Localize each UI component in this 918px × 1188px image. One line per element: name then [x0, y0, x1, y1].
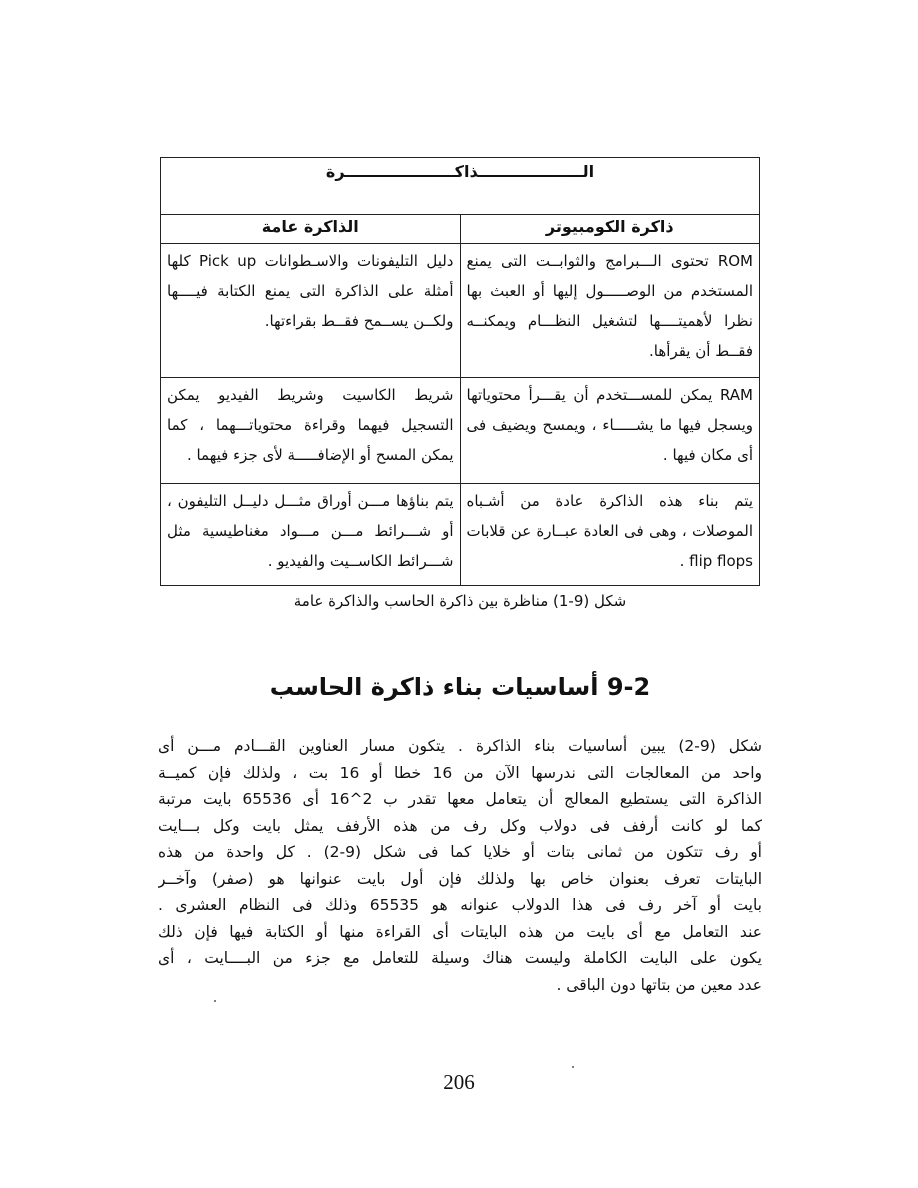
cell-general-ram: شريط الكاسيت وشريط الفيديو يمكن التسجيل فيهما وقراءة محتوياتـــهما ، كما يمكن المسح أو الإضافـــــة لأى جزء فيهما .: [161, 378, 461, 484]
table-row: [161, 378, 760, 484]
column-header-computer: ذاكرة الكومبيوتر: [460, 215, 760, 244]
cell-general-build: يتم بناؤها مـــن أوراق مثـــل دليــل التليفون ، أو شـــرائط مـــن مـــواد مغناطيسية مثل شـــرائط الكاســيت والفيديو .: [161, 484, 461, 586]
figure-caption: شكل (9-1) مناظرة بين ذاكرة الحاسب والذاكرة عامة: [293, 592, 627, 610]
table-title-row: [161, 158, 760, 215]
body-line: عدد معين من بتاتها دون الباقى .: [556, 975, 762, 994]
scan-speck: [214, 1000, 216, 1002]
table-row: [161, 244, 760, 378]
body-line: شكل (9-2) يبين أساسيات بناء الذاكرة . يتكون مسار العناوين القـــادم مـــن أى: [158, 737, 762, 755]
body-line: كما لو كانت أرفف فى دولاب وكل رف من هذه الأرفف يمثل بايت وكل بـــايت: [158, 816, 762, 835]
table-title: الـــــــــــــــــــذاكــــــــــــــــــــرة: [161, 158, 760, 215]
body-line: واحد من المعالجات التى ندرسها الآن من 16 خطا أو 16 بت ، ولذلك فإن كميــة: [158, 763, 762, 782]
scan-speck: [572, 1066, 574, 1068]
cell-general-rom: دليل التليفونات والاسـطوانات Pick up كلها أمثلة على الذاكرة التى يمنع الكتابة فيــــها ولكــن يســمح فقــط بقراءتها.: [161, 244, 461, 378]
body-line: أو رف تتكون من ثمانى بتات أو خلايا كما فى شكل (9-2) . كل واحدة من هذه: [158, 843, 762, 861]
cell-computer-build: يتم بناء هذه الذاكرة عادة من أشـباه الموصلات ، وهى فى العادة عبــارة عن قلابات flip flops .: [460, 484, 760, 586]
page-number: 206: [443, 1070, 475, 1094]
body-line: عند التعامل مع أى بايت من هذه البايتات أى القراءة منها أو الكتابة فيها فإن ذلك: [158, 922, 762, 941]
body-line: يكون على البايت الكاملة وليست هناك وسيلة للتعامل مع جزء من البــــايت ، أى: [158, 949, 762, 967]
table-header-row: [161, 215, 760, 244]
table-row: [161, 484, 760, 586]
body-paragraph: [158, 733, 762, 998]
cell-computer-rom: ROM تحتوى الـــبرامج والثوابــت التى يمنع المستخدم من الوصـــــول إليها أو العبث بها نظرا لأهميتــــها لتشغيل النظـــام ويمكنــه فقــط أن يقرأها.: [460, 244, 760, 378]
body-line: البايتات تعرف بعنوان خاص بها ولذلك فإن أول بايت عنوانها هو (صفر) وآخــر: [158, 869, 762, 888]
cell-computer-ram: RAM يمكن للمســـتخدم أن يقـــرأ محتوياتها ويسجل فيها ما يشـــــاء ، ويمسح ويضيف فى أى مكان فيها .: [460, 378, 760, 484]
section-heading: 9-2 أساسيات بناء ذاكرة الحاسب: [269, 673, 651, 701]
column-header-general: الذاكرة عامة: [161, 215, 461, 244]
body-line: بايت أو آخر رف فى هذا الدولاب عنوانه هو 65535 وذلك فى النظام العشرى .: [158, 896, 762, 914]
body-line: الذاكرة التى يستطيع المعالج أن يتعامل معها تقدر ب 2^16 أى 65536 بايت مرتبة: [158, 790, 762, 808]
memory-comparison-table: [160, 157, 760, 586]
